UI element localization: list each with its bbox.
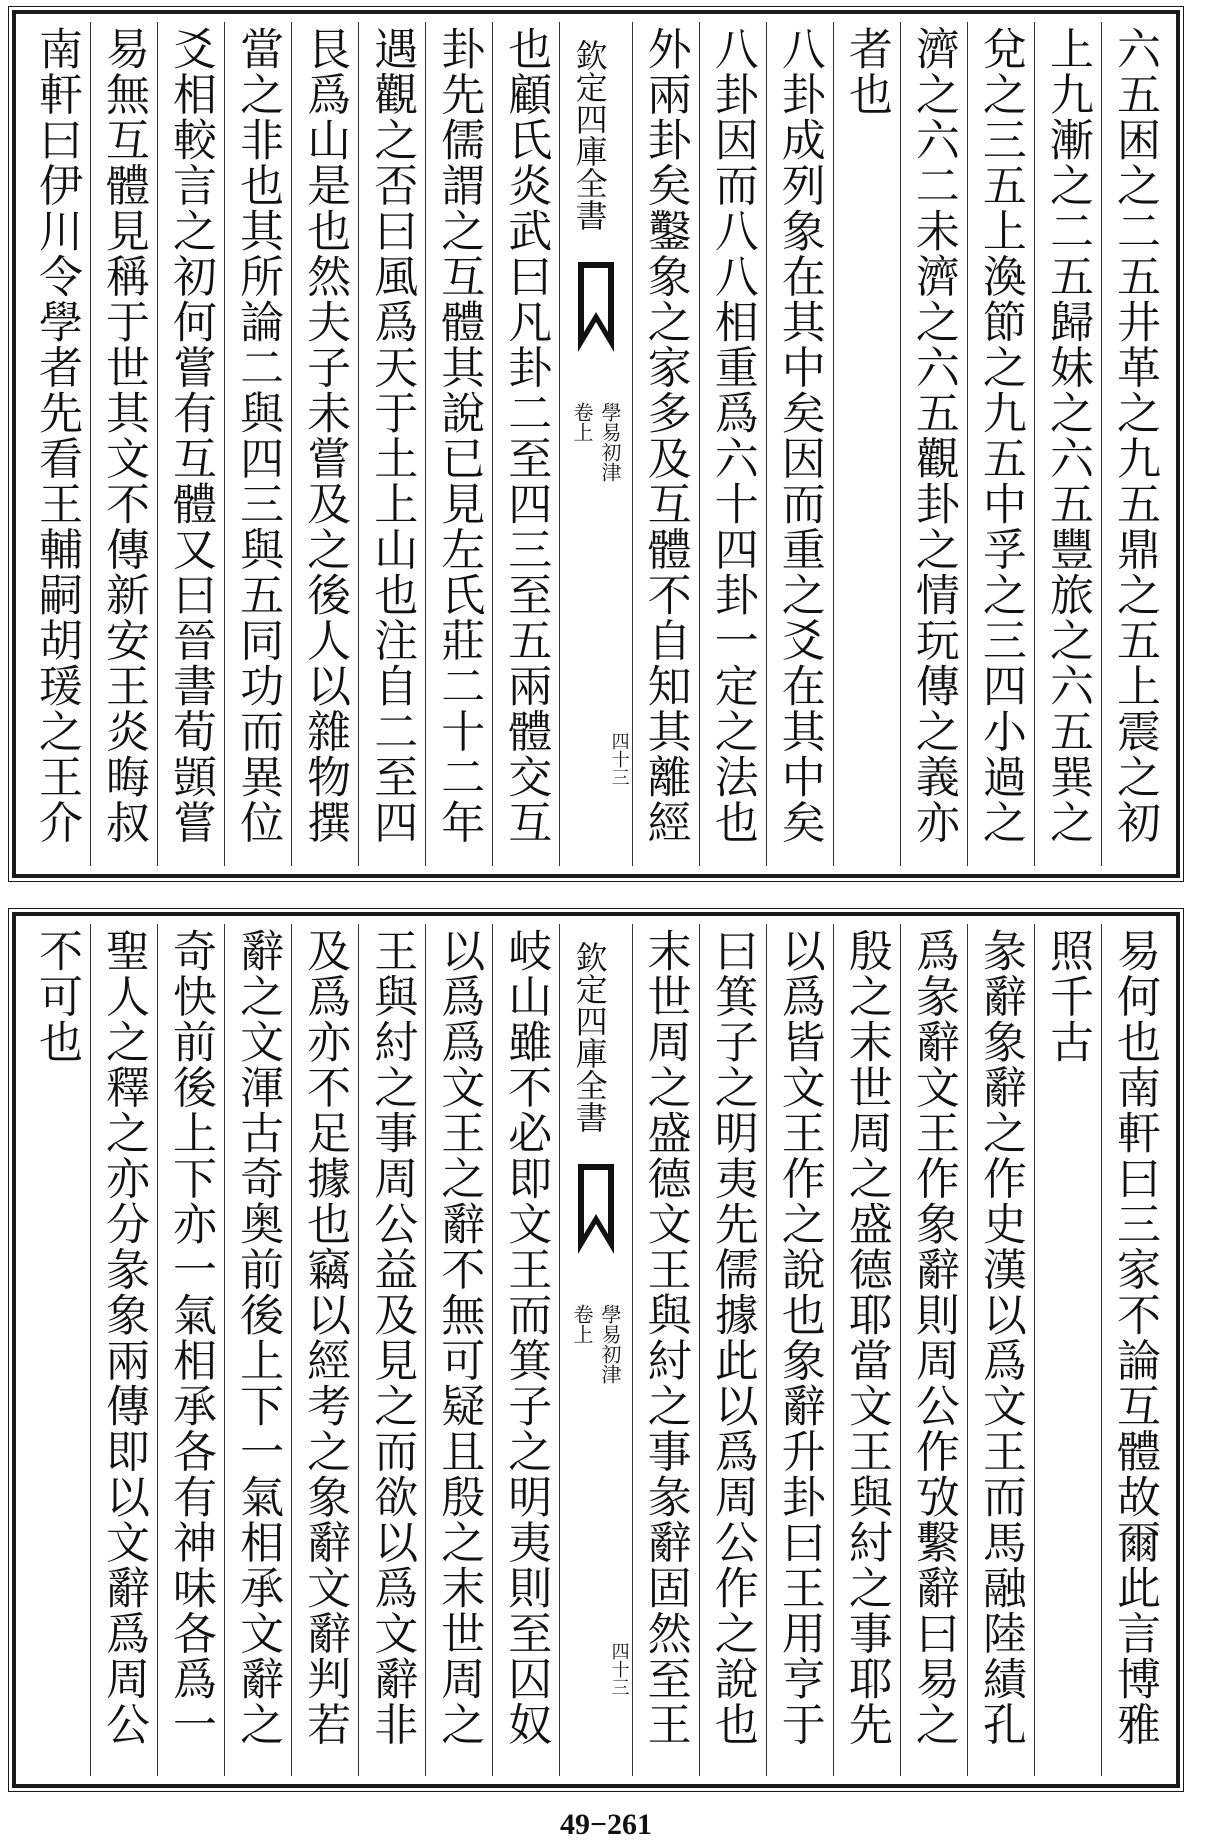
text-column: 岐山雖不必即文王而箕子之明夷則至囚奴 bbox=[492, 924, 559, 1776]
text-column: 聖人之釋之亦分彖象兩傳即以文辭爲周公 bbox=[90, 924, 157, 1776]
text-column: 遇觀之否曰風爲天于土上山也注自二至四 bbox=[358, 22, 425, 866]
text-column: 彖辭象辭之作史漢以爲文王而馬融陸績孔 bbox=[967, 924, 1034, 1776]
fish-tail-mark-icon bbox=[576, 262, 616, 352]
book-name: 學易初津 bbox=[597, 1304, 622, 1384]
text-column: 及爲亦不足據也竊以經考之象辭文辭判若 bbox=[291, 924, 358, 1776]
text-column: 濟之六二未濟之六五觀卦之情玩傳之義亦 bbox=[900, 22, 967, 866]
book-title: 欽定四庫全書 bbox=[570, 39, 609, 231]
folio-number: 四十三 bbox=[608, 732, 630, 786]
block-center-column bbox=[559, 924, 631, 1776]
volume-name: 卷上 bbox=[569, 1304, 594, 1344]
folio-number: 四十三 bbox=[608, 1642, 630, 1696]
chapter-label bbox=[562, 1304, 629, 1384]
text-column: 外兩卦矣鑿象之家多及互體不自知其離經 bbox=[632, 22, 699, 866]
text-column: 者也 bbox=[833, 22, 900, 866]
text-column: 王與紂之事周公益及見之而欲以爲文辭非 bbox=[358, 924, 425, 1776]
text-column: 奇快前後上下亦一氣相承各有神味各爲一 bbox=[157, 924, 224, 1776]
text-column: 不可也 bbox=[30, 928, 82, 1065]
text-column: 爻相較言之初何嘗有互體又曰晉書荀顗嘗 bbox=[157, 22, 224, 866]
lower-text-columns bbox=[24, 924, 1168, 1776]
text-column: 以爲爲文王之辭不無可疑且殷之末世周之 bbox=[425, 924, 492, 1776]
volume-name: 卷上 bbox=[569, 402, 594, 442]
book-name: 學易初津 bbox=[597, 402, 622, 482]
page-number: 49−261 bbox=[559, 1808, 653, 1841]
text-column: 上九漸之二五歸妹之六五豐旅之六五巽之 bbox=[1034, 22, 1101, 866]
text-column: 辭之文渾古奇奥前後上下一氣相承文辭之 bbox=[224, 924, 291, 1776]
upper-text-columns bbox=[24, 22, 1168, 866]
text-column: 易無互體見稱于世其文不傳新安王炎晦叔 bbox=[90, 22, 157, 866]
text-column: 艮爲山是也然夫子未嘗及之後人以雜物撰 bbox=[291, 22, 358, 866]
text-column: 南軒曰伊川令學者先看王輔嗣胡瑗之王介 bbox=[30, 26, 82, 845]
text-column: 殷之末世周之盛德耶當文王與紂之事耶先 bbox=[833, 924, 900, 1776]
text-column: 曰箕子之明夷先儒據此以爲周公作之說也 bbox=[699, 924, 766, 1776]
text-column: 以爲皆文王作之說也象辭升卦曰王用亨于 bbox=[766, 924, 833, 1776]
chapter-label bbox=[562, 402, 629, 482]
upper-page-frame bbox=[12, 10, 1180, 878]
book-title: 欽定四庫全書 bbox=[570, 941, 609, 1133]
lower-page-frame bbox=[12, 912, 1180, 1788]
text-column: 當之非也其所論二與四三與五同功而異位 bbox=[224, 22, 291, 866]
text-column: 卦先儒謂之互體其說已見左氏莊二十二年 bbox=[425, 22, 492, 866]
text-column: 八卦成列象在其中矣因而重之爻在其中矣 bbox=[766, 22, 833, 866]
text-column: 也顧氏炎武曰凡卦二至四三至五兩體交互 bbox=[492, 22, 559, 866]
text-column: 易何也南軒曰三家不論互體故爾此言博雅 bbox=[1101, 924, 1168, 1776]
block-center-column bbox=[559, 22, 631, 866]
text-column: 末世周之盛德文王與紂之事彖辭固然至王 bbox=[632, 924, 699, 1776]
fish-tail-mark-icon bbox=[576, 1164, 616, 1254]
text-column: 八卦因而八八相重爲六十四卦一定之法也 bbox=[699, 22, 766, 866]
text-column: 六五困之二五井革之九五鼎之五上震之初 bbox=[1101, 22, 1168, 866]
text-column: 爲彖辭文王作象辭則周公作攷繫辭曰易之 bbox=[900, 924, 967, 1776]
text-column: 照千古 bbox=[1034, 924, 1101, 1776]
text-column: 兌之三五上渙節之九五中孚之三四小過之 bbox=[967, 22, 1034, 866]
